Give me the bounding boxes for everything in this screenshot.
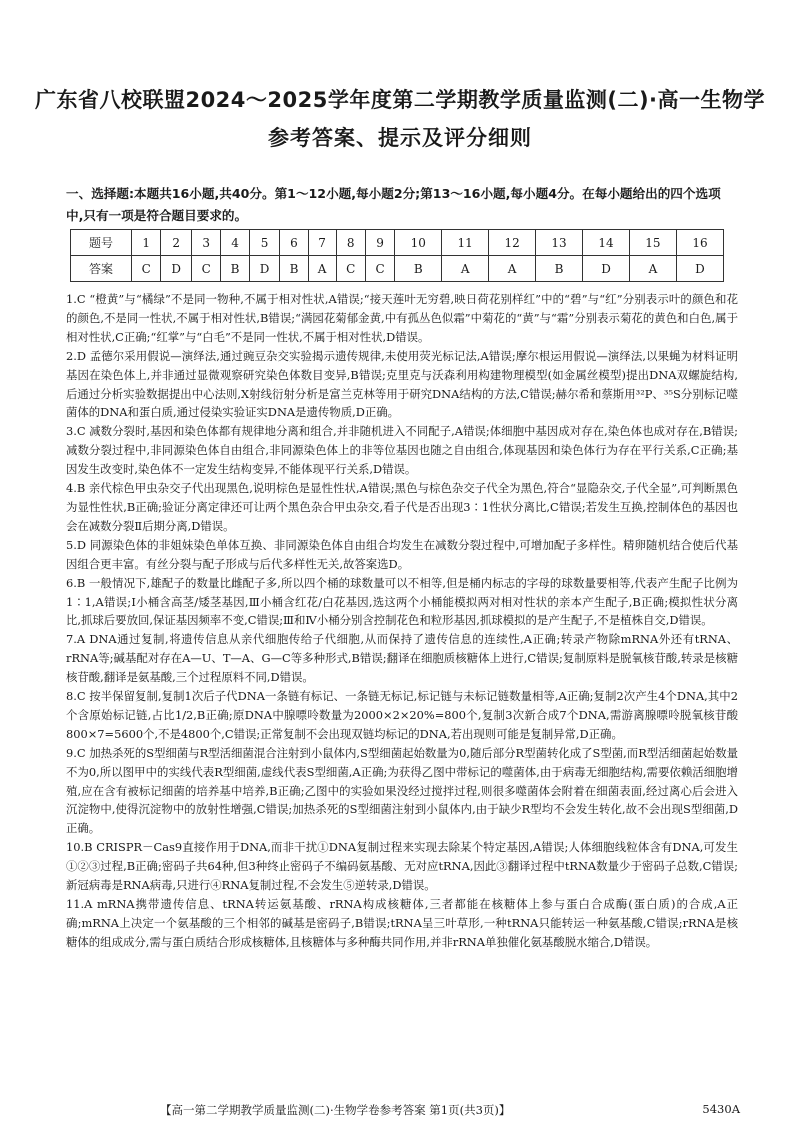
row-header-number: 题号 [71,230,132,256]
question-number-row [71,230,724,256]
document-title: 广东省八校联盟2024～2025学年度第二学期教学质量监测(二)·高一生物学 [34,88,766,112]
answer-cell: C [365,256,394,282]
answer-cell: C [192,256,221,282]
question-number: 1 [132,230,161,256]
explanation-item: 10.B CRISPR－Cas9直接作用于DNA,而非干扰①DNA复制过程来实现去除某个特定基因,A错误;人体细胞线粒体含有DNA,可发生①②③过程,B正确;密码子共64种,但3种终止密码子不编码氨基酸、无对应tRNA,因此③翻译过程中tRNA数量少于密码子总数,C错误;新冠病毒是RNA病毒,只进行④RNA复制过程,不会发生⑤逆转录,D错误。 [66,840,738,893]
footer-text: 【高一第二学期教学质量监测(二)·生物学卷参考答案 第1页(共3页)】 [160,1103,511,1117]
question-number: 14 [583,230,630,256]
question-number: 6 [280,230,308,256]
explanation-item: 8.C 按半保留复制,复制1次后子代DNA一条链有标记、一条链无标记,标记链与未标记链数量相等,A正确;复制2次产生4个DNA,其中2个含原始标记链,占比1/2,B正确;原DNA中腺嘌呤数量为2000×2×20%=800个,复制3次新合成7个DNA,需游离腺嘌呤脱氧核苷酸800×7=5600个,不是4800个,C错误;正常复制不会出现双链均标记的DNA,若出现则可能是复制异常,D正确。 [66,689,738,741]
question-number: 13 [536,230,583,256]
explanation-item: 1.C “橙黄”与“橘绿”不是同一物种,不属于相对性状,A错误;“接天莲叶无穷碧,映日荷花别样红”中的“碧”与“红”分别表示叶的颜色和花的颜色,不是同一性状,不属于相对性状,B错误;“满园花菊郁金黄,中有孤丛色似霜”中菊花的“黄”与“霜”分别表示菊花的黄色和白色,属于相对性状,C正确;“红掌”与“白毛”不是同一性状,不属于相对性状,D错误。 [66,292,738,344]
question-number: 2 [161,230,192,256]
question-number: 5 [249,230,280,256]
question-number: 9 [365,230,394,256]
question-number: 15 [629,230,676,256]
answer-cell: B [221,256,249,282]
question-number: 11 [442,230,489,256]
explanation-item: 9.C 加热杀死的S型细菌与R型活细菌混合注射到小鼠体内,S型细菌起始数量为0,随后部分R型菌转化成了S型菌,而R型活细菌起始数量不为0,所以图甲中的实线代表R型细菌,虚线代表S型细菌,A正确;为获得乙图中带标记的噬菌体,由于病毒无细胞结构,需要依赖活细胞增殖,应在含有被标记细菌的培养基中培养,B正确;乙图中的实验如果没经过搅拌过程,则很多噬菌体会附着在细菌表面,经过离心后会进入沉淀物中,使得沉淀物中的放射性增强,C错误;加热杀死的S型细菌注射到小鼠体内,由于缺少R型均不会发生转化,故不会出现S型细菌,D正确。 [66,745,738,836]
answer-table [70,229,724,282]
document-code: 5430A [702,1102,740,1116]
explanation-item: 11.A mRNA携带遗传信息、tRNA转运氨基酸、rRNA构成核糖体,三者都能在核糖体上参与蛋白合成酶(蛋白质)的合成,A正确;mRNA上决定一个氨基酸的三个相邻的碱基是密码子,B错误;tRNA呈三叶草形,一种tRNA只能转运一种氨基酸,C错误;rRNA是核糖体的组成成分,需与蛋白质结合形成核糖体,且核糖体与多种酶共同作用,并非rRNA单独催化氨基酸脱水缩合,D错误。 [66,897,738,949]
answer-cell: D [676,256,723,282]
answer-cell: C [132,256,161,282]
answer-cell: A [489,256,536,282]
explanation-item: 2.D 孟德尔采用假说—演绎法,通过豌豆杂交实验揭示遗传规律,未使用荧光标记法,A错误;摩尔根运用假说—演绎法,以果蝇为材料证明基因在染色体上,并非通过显微观察研究染色体数目变异,B错误;克里克与沃森利用构建物理模型(如金属丝模型)提出DNA双螺旋结构,后通过分析实验数据提出中心法则,X射线衍射分析是富兰克林等用于研究DNA结构的方法,C错误;赫尔希和蔡斯用³²P、³⁵S分别标记噬菌体的DNA和蛋白质,通过侵染实验证实DNA是遗传物质,D正确。 [66,348,738,420]
page-footer [160,1102,740,1118]
answer-cell: D [583,256,630,282]
question-number: 12 [489,230,536,256]
answer-cell: B [280,256,308,282]
explanation-list [66,290,738,952]
answer-cell: D [161,256,192,282]
answer-cell: A [629,256,676,282]
explanation-item: 3.C 减数分裂时,基因和染色体都有规律地分离和组合,并非随机进入不同配子,A错误;体细胞中基因成对存在,染色体也成对存在,B错误;减数分裂过程中,非同源染色体自由组合,非同源染色体上的非等位基因也随之自由组合,体现基因和染色体行为存在平行关系,C正确;基因发生改变时,染色体不一定发生结构变异,不能体现平行关系,D错误。 [66,424,738,477]
explanation-item: 5.D 同源染色体的非姐妹染色单体互换、非同源染色体自由组合均发生在减数分裂过程中,可增加配子多样性。精卵随机结合使后代基因组合更丰富。有丝分裂与配子形成与后代多样性无关,故答案选D。 [66,537,738,571]
answer-cell: B [536,256,583,282]
row-header-answer: 答案 [71,256,132,282]
question-number: 4 [221,230,249,256]
question-number: 10 [395,230,442,256]
answer-cell: C [336,256,365,282]
answer-cell: A [308,256,336,282]
section-instructions: 一、选择题:本题共16小题,共40分。第1～12小题,每小题2分;第13～16小题,每小题4分。在每小题给出的四个选项中,只有一项是符合题目要求的。 [66,186,721,223]
question-number: 8 [336,230,365,256]
answer-cell: D [249,256,280,282]
answer-row [71,256,724,282]
answer-cell: A [442,256,489,282]
question-number: 7 [308,230,336,256]
explanation-item: 7.A DNA通过复制,将遗传信息从亲代细胞传给子代细胞,从而保持了遗传信息的连续性,A正确;转录产物除mRNA外还有tRNA、rRNA等;碱基配对存在A—U、T—A、G—C等多种形式,B错误;翻译在细胞质核糖体上进行,C错误;复制原料是脱氧核苷酸,转录是核糖核苷酸,翻译是氨基酸,三个过程原料不同,D错误。 [66,632,738,685]
explanation-item: 4.B 亲代棕色甲虫杂交子代出现黑色,说明棕色是显性性状,A错误;黑色与棕色杂交子代全为黑色,符合“显隐杂交,子代全显”,可判断黑色为显性性状,B正确;验证分离定律还可让两个黑色杂合甲虫杂交,看子代是否出现3∶1性状分离比,C错误;若发生互换,控制体色的基因也会在减数分裂Ⅱ后期分离,D错误。 [66,481,738,533]
document-subtitle: 参考答案、提示及评分细则 [268,126,532,150]
answer-cell: B [395,256,442,282]
question-number: 3 [192,230,221,256]
explanation-item: 6.B 一般情况下,雄配子的数量比雌配子多,所以四个桶的球数量可以不相等,但是桶内标志的字母的球数量要相等,代表产生配子比例为1∶1,A错误;Ⅰ小桶含高茎/矮茎基因,Ⅲ小桶含红花/白花基因,选这两个小桶能模拟两对相对性状的亲本产生配子,B正确;模拟性状分离比,抓球后要放回,保证基因频率不变,C错误;Ⅲ和Ⅳ小桶分别含控制花色和粒形基因,抓球模拟的是产生配子,不是植株自交,D错误。 [66,575,738,628]
question-number: 16 [676,230,723,256]
